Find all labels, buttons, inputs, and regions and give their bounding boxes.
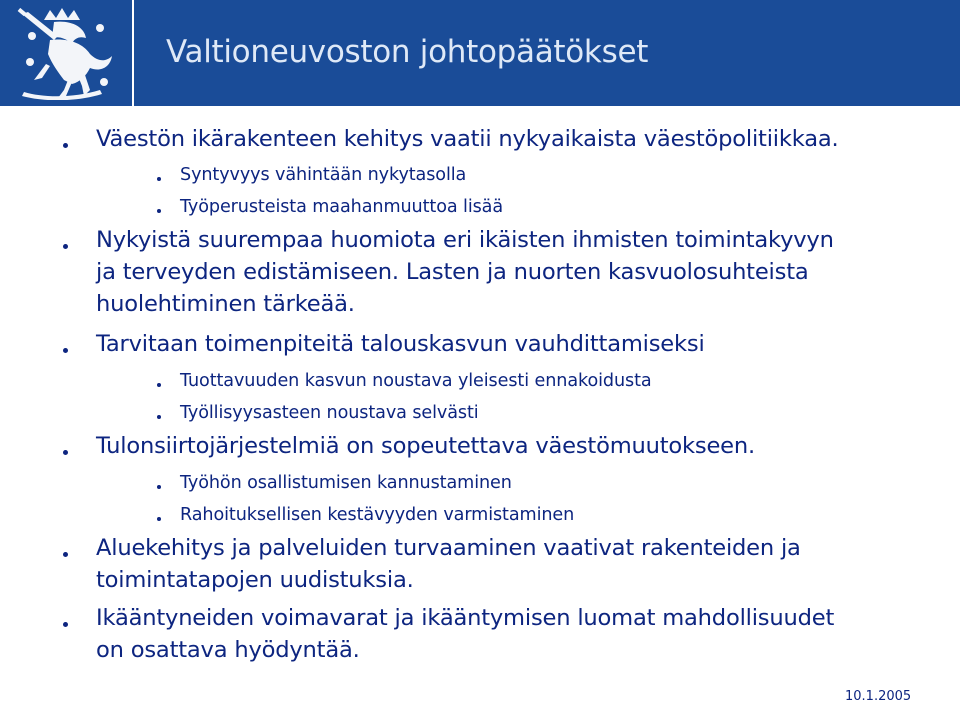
list-item: Tulonsiirtojärjestelmiä on sopeutettava väestömuutokseen.	[96, 433, 755, 459]
list-item: Väestön ikärakenteen kehitys vaatii nykyaikaista väestöpolitiikkaa.	[96, 126, 839, 152]
list-item: Nykyistä suurempaa huomiota eri ikäisten ihmisten toimintakyvyn	[96, 227, 834, 253]
bullet-dot	[63, 450, 68, 455]
bullet-dot	[63, 348, 68, 353]
list-item: Syntyvyys vähintään nykytasolla	[180, 165, 467, 185]
slide-title: Valtioneuvoston johtopäätökset	[166, 34, 649, 70]
bullet-dot	[63, 244, 68, 249]
footer-date: 10.1.2005	[845, 689, 912, 702]
bullet-dot	[157, 517, 161, 521]
bullet-dot	[63, 143, 68, 148]
bullet-dot	[157, 177, 161, 181]
slide-header	[0, 0, 960, 106]
list-item: Työhön osallistumisen kannustaminen	[180, 473, 512, 493]
list-item: Tarvitaan toimenpiteitä talouskasvun vauhdittamiseksi	[96, 331, 705, 357]
bullet-dot	[157, 209, 161, 213]
list-item: Tuottavuuden kasvun noustava yleisesti ennakoidusta	[180, 371, 652, 391]
bullet-dot	[157, 383, 161, 387]
list-item: Työllisyysasteen noustava selvästi	[180, 403, 479, 423]
bullet-dot	[157, 415, 161, 419]
list-item-continuation: ja terveyden edistämiseen. Lasten ja nuorten kasvuolosuhteista	[96, 259, 809, 285]
logo-box	[0, 0, 134, 106]
bullet-dot	[63, 552, 68, 557]
list-item: Aluekehitys ja palveluiden turvaaminen vaativat rakenteiden ja	[96, 535, 801, 561]
finnish-lion-coat-of-arms-icon	[14, 6, 118, 100]
list-item-continuation: huolehtiminen tärkeää.	[96, 291, 355, 317]
list-item-continuation: toimintatapojen uudistuksia.	[96, 567, 414, 593]
list-item: Rahoituksellisen kestävyyden varmistaminen	[180, 505, 575, 525]
list-item: Ikääntyneiden voimavarat ja ikääntymisen luomat mahdollisuudet	[96, 605, 835, 631]
bullet-dot	[157, 485, 161, 489]
bullet-dot	[63, 622, 68, 627]
list-item-continuation: on osattava hyödyntää.	[96, 637, 360, 663]
list-item: Työperusteista maahanmuuttoa lisää	[180, 197, 504, 217]
